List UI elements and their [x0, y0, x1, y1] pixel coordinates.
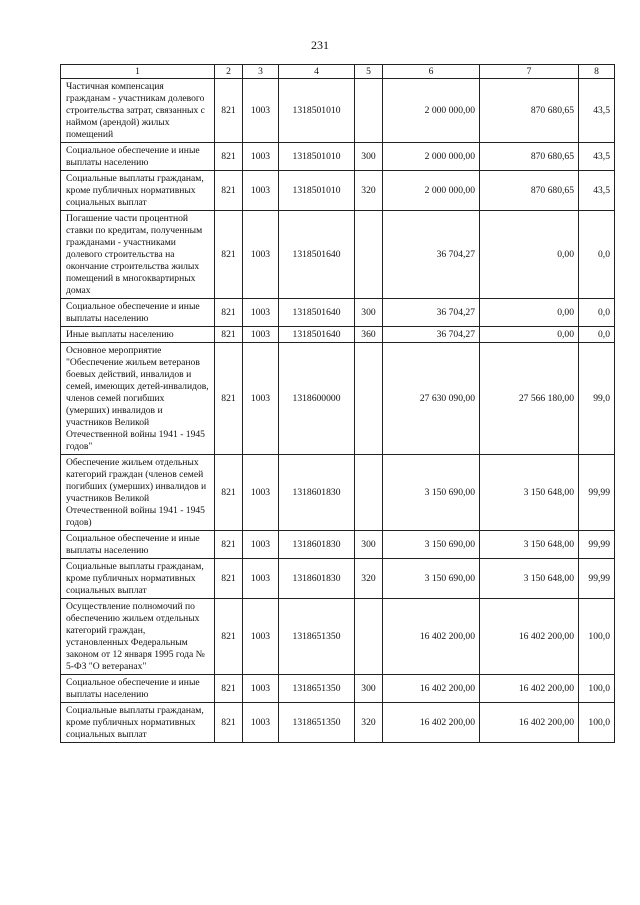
row-name-cell: Социальное обеспечение и иные выплаты населению [61, 299, 215, 327]
table-row [61, 559, 615, 599]
execution-percent-cell: 99,0 [579, 343, 615, 455]
table-header-row [61, 65, 615, 79]
admin-code-cell: 821 [215, 703, 243, 743]
executed-amount-cell: 870 680,65 [480, 79, 579, 143]
executed-amount-cell: 3 150 648,00 [480, 455, 579, 531]
expense-type-cell [355, 343, 383, 455]
execution-percent-cell: 43,5 [579, 79, 615, 143]
expense-type-cell [355, 79, 383, 143]
execution-percent-cell: 0,0 [579, 327, 615, 343]
table-row [61, 211, 615, 299]
row-name-cell: Социальные выплаты гражданам, кроме публичных нормативных социальных выплат [61, 559, 215, 599]
target-article-cell: 1318501010 [279, 79, 355, 143]
row-name-cell: Социальные выплаты гражданам, кроме публичных нормативных социальных выплат [61, 703, 215, 743]
header-col-4: 4 [279, 65, 355, 79]
executed-amount-cell: 16 402 200,00 [480, 599, 579, 675]
planned-amount-cell: 2 000 000,00 [383, 171, 480, 211]
table-row [61, 299, 615, 327]
target-article-cell: 1318501640 [279, 299, 355, 327]
section-code-cell: 1003 [243, 327, 279, 343]
executed-amount-cell: 870 680,65 [480, 143, 579, 171]
table-row [61, 327, 615, 343]
execution-percent-cell: 99,99 [579, 531, 615, 559]
header-col-7: 7 [480, 65, 579, 79]
table-body [61, 65, 615, 743]
row-name-cell: Погашение части процентной ставки по кредитам, полученным гражданами - участниками долевого строительства на окончание строительства жилых помещений в многоквартирных домах [61, 211, 215, 299]
expense-type-cell: 300 [355, 143, 383, 171]
header-col-8: 8 [579, 65, 615, 79]
section-code-cell: 1003 [243, 143, 279, 171]
executed-amount-cell: 870 680,65 [480, 171, 579, 211]
table-row [61, 143, 615, 171]
expense-type-cell: 360 [355, 327, 383, 343]
planned-amount-cell: 36 704,27 [383, 211, 480, 299]
executed-amount-cell: 3 150 648,00 [480, 559, 579, 599]
section-code-cell: 1003 [243, 299, 279, 327]
row-name-cell: Социальные выплаты гражданам, кроме публичных нормативных социальных выплат [61, 171, 215, 211]
row-name-cell: Осуществление полномочий по обеспечению жильем отдельных категорий граждан, установленных Федеральным законом от 12 января 1995 года № 5-ФЗ "О ветеранах" [61, 599, 215, 675]
planned-amount-cell: 36 704,27 [383, 327, 480, 343]
execution-percent-cell: 100,0 [579, 703, 615, 743]
planned-amount-cell: 36 704,27 [383, 299, 480, 327]
expense-type-cell: 300 [355, 299, 383, 327]
executed-amount-cell: 0,00 [480, 299, 579, 327]
admin-code-cell: 821 [215, 171, 243, 211]
target-article-cell: 1318601830 [279, 531, 355, 559]
table-row [61, 599, 615, 675]
section-code-cell: 1003 [243, 79, 279, 143]
execution-percent-cell: 0,0 [579, 299, 615, 327]
execution-percent-cell: 99,99 [579, 559, 615, 599]
planned-amount-cell: 2 000 000,00 [383, 143, 480, 171]
admin-code-cell: 821 [215, 343, 243, 455]
admin-code-cell: 821 [215, 211, 243, 299]
target-article-cell: 1318601830 [279, 455, 355, 531]
execution-percent-cell: 99,99 [579, 455, 615, 531]
planned-amount-cell: 3 150 690,00 [383, 531, 480, 559]
section-code-cell: 1003 [243, 343, 279, 455]
execution-percent-cell: 43,5 [579, 171, 615, 211]
row-name-cell: Социальное обеспечение и иные выплаты населению [61, 675, 215, 703]
execution-percent-cell: 100,0 [579, 675, 615, 703]
table-row [61, 171, 615, 211]
executed-amount-cell: 16 402 200,00 [480, 703, 579, 743]
table-row [61, 703, 615, 743]
planned-amount-cell: 16 402 200,00 [383, 599, 480, 675]
admin-code-cell: 821 [215, 599, 243, 675]
target-article-cell: 1318651350 [279, 703, 355, 743]
admin-code-cell: 821 [215, 531, 243, 559]
table-row [61, 675, 615, 703]
section-code-cell: 1003 [243, 531, 279, 559]
row-name-cell: Социальное обеспечение и иные выплаты населению [61, 531, 215, 559]
table-row [61, 531, 615, 559]
expense-type-cell [355, 211, 383, 299]
planned-amount-cell: 3 150 690,00 [383, 559, 480, 599]
section-code-cell: 1003 [243, 559, 279, 599]
table-row [61, 343, 615, 455]
section-code-cell: 1003 [243, 675, 279, 703]
section-code-cell: 1003 [243, 599, 279, 675]
target-article-cell: 1318501640 [279, 211, 355, 299]
planned-amount-cell: 27 630 090,00 [383, 343, 480, 455]
target-article-cell: 1318601830 [279, 559, 355, 599]
expense-type-cell: 320 [355, 559, 383, 599]
budget-table [60, 64, 615, 743]
header-col-2: 2 [215, 65, 243, 79]
expense-type-cell: 320 [355, 703, 383, 743]
executed-amount-cell: 16 402 200,00 [480, 675, 579, 703]
expense-type-cell: 300 [355, 675, 383, 703]
page-number: 231 [311, 38, 329, 52]
planned-amount-cell: 16 402 200,00 [383, 703, 480, 743]
row-name-cell: Социальное обеспечение и иные выплаты населению [61, 143, 215, 171]
section-code-cell: 1003 [243, 171, 279, 211]
admin-code-cell: 821 [215, 559, 243, 599]
admin-code-cell: 821 [215, 299, 243, 327]
expense-type-cell [355, 599, 383, 675]
target-article-cell: 1318501010 [279, 171, 355, 211]
section-code-cell: 1003 [243, 703, 279, 743]
header-col-5: 5 [355, 65, 383, 79]
row-name-cell: Основное мероприятие "Обеспечение жильем ветеранов боевых действий, инвалидов и семей, имеющих детей-инвалидов, членов семей погибших (умерших) инвалидов и участников Великой Отечественной войны 1941 - 1945 годов" [61, 343, 215, 455]
expense-type-cell: 300 [355, 531, 383, 559]
admin-code-cell: 821 [215, 143, 243, 171]
admin-code-cell: 821 [215, 675, 243, 703]
target-article-cell: 1318651350 [279, 675, 355, 703]
admin-code-cell: 821 [215, 79, 243, 143]
expense-type-cell: 320 [355, 171, 383, 211]
executed-amount-cell: 0,00 [480, 211, 579, 299]
header-col-1: 1 [61, 65, 215, 79]
table-row [61, 455, 615, 531]
table-row [61, 79, 615, 143]
header-col-3: 3 [243, 65, 279, 79]
admin-code-cell: 821 [215, 327, 243, 343]
admin-code-cell: 821 [215, 455, 243, 531]
planned-amount-cell: 3 150 690,00 [383, 455, 480, 531]
planned-amount-cell: 2 000 000,00 [383, 79, 480, 143]
target-article-cell: 1318651350 [279, 599, 355, 675]
header-col-6: 6 [383, 65, 480, 79]
row-name-cell: Частичная компенсация гражданам - участникам долевого строительства затрат, связанных с наймом (арендой) жилых помещений [61, 79, 215, 143]
row-name-cell: Обеспечение жильем отдельных категорий граждан (членов семей погибших (умерших) инвалидов и участников Великой Отечественной войны 1941 - 1945 годов) [61, 455, 215, 531]
row-name-cell: Иные выплаты населению [61, 327, 215, 343]
executed-amount-cell: 3 150 648,00 [480, 531, 579, 559]
section-code-cell: 1003 [243, 455, 279, 531]
section-code-cell: 1003 [243, 211, 279, 299]
planned-amount-cell: 16 402 200,00 [383, 675, 480, 703]
target-article-cell: 1318501640 [279, 327, 355, 343]
target-article-cell: 1318600000 [279, 343, 355, 455]
expense-type-cell [355, 455, 383, 531]
execution-percent-cell: 0,0 [579, 211, 615, 299]
executed-amount-cell: 0,00 [480, 327, 579, 343]
execution-percent-cell: 43,5 [579, 143, 615, 171]
execution-percent-cell: 100,0 [579, 599, 615, 675]
target-article-cell: 1318501010 [279, 143, 355, 171]
executed-amount-cell: 27 566 180,00 [480, 343, 579, 455]
